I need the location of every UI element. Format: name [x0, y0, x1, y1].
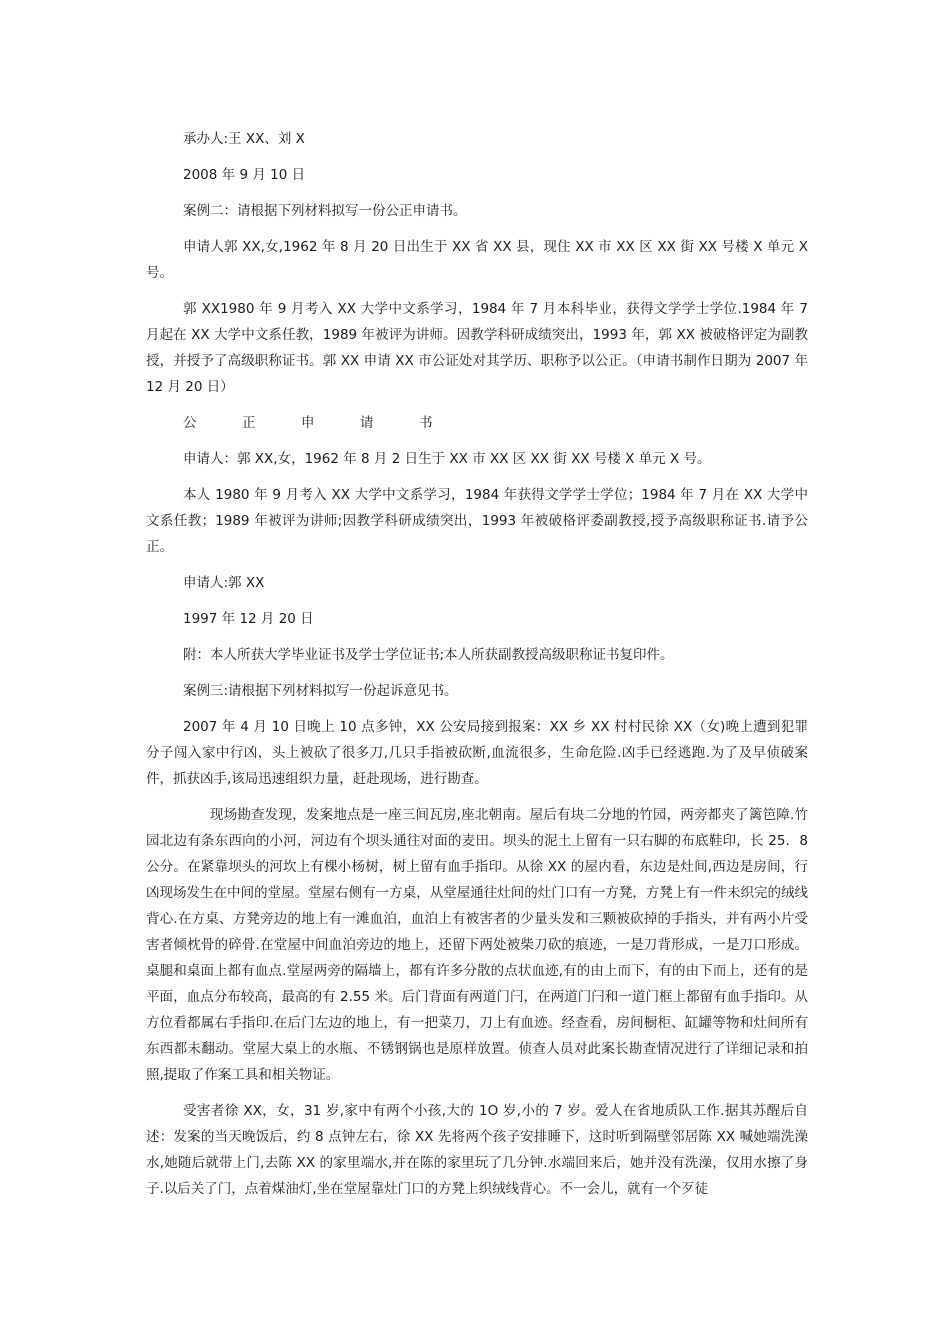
background-paragraph: 郭 XX1980 年 9 月考入 XX 大学中文系学习，1984 年 7 月本科毕业，获得文学学士学位.1984 年 7 月起在 XX 大学中文系任教，1989 年被评为讲师。因教学科研成绩突出，1993 年，郭 XX 被破格评定为副教授，并授予了高级职称证书。郭 XX 申请 XX 市公证处对其学历、职称予以公正。（申请书制作日期为 2007 年 12 月 20 日）	[146, 301, 808, 395]
title-char: 请	[360, 415, 374, 431]
applicant-line: 申请人：郭 XX,女，1962 年 8 月 2 日生于 XX 市 XX 区 XX 街 XX 号楼 X 单元 X 号。	[183, 451, 711, 467]
title-char: 申	[301, 415, 315, 431]
title-char: 公	[183, 415, 197, 431]
attachment-line: 附：本人所获大学毕业证书及学士学位证书;本人所获副教授高级职称证书复印件。	[183, 647, 674, 663]
signature-line: 申请人:郭 XX	[183, 575, 265, 591]
title-char: 书	[419, 415, 433, 431]
applicant-info-paragraph: 申请人郭 XX,女,1962 年 8 月 20 日出生于 XX 省 XX 县，现住 XX 市 XX 区 XX 街 XX 号楼 X 单元 X 号。	[146, 239, 808, 281]
notarization-title	[146, 410, 808, 436]
title-char: 正	[242, 415, 256, 431]
document-body	[146, 126, 808, 1212]
signature-date-line: 1997 年 12 月 20 日	[183, 611, 314, 627]
case-three-heading: 案例三:请根据下列材料拟写一份起诉意见书。	[183, 683, 458, 699]
case-two-heading: 案例二：请根据下列材料拟写一份公正申请书。	[183, 203, 467, 219]
scene-investigation-paragraph: 现场勘查发现，发案地点是一座三间瓦房,座北朝南。屋后有块二分地的竹园，两旁都夹了篱笆障.竹园北边有条东西向的小河，河边有个坝头通往对面的麦田。坝头的泥土上留有一只右脚的布底鞋印，长 25．8 公分。在紧靠坝头的河坎上有棵小杨树，树上留有血手指印。从徐 XX 的屋内看，东边是灶间,西边是房间，行凶现场发生在中间的堂屋。堂屋右侧有一方桌，从堂屋通往灶间的灶门口有一方凳，方凳上有一件未织完的绒线背心.在方桌、方凳旁边的地上有一滩血泊，血泊上有被害者的少量头发和三颗被砍掉的手指头，并有两小片受害者倾枕骨的碎骨.在堂屋中间血泊旁边的地上，还留下两处被柴刀砍的痕迹，一是刀背形成，一是刀口形成。桌腿和桌面上都有血点.堂屋两旁的隔墙上，都有许多分散的点状血迹,有的由上而下，有的由下而上，还有的是平面，血点分布较高，最高的有 2.55 米。后门背面有两道门闩，在两道门闩和一道门框上都留有血手指印。从方位看都属右手指印.在后门左边的地上，有一把菜刀，刀上有血迹。经查看，房间橱柜、缸罐等物和灶间所有东西都未翻动。堂屋大桌上的水瓶、不锈钢锅也是原样放置。侦查人员对此案长勘查情况进行了详细记录和拍照,提取了作案工具和相关物证。	[146, 807, 808, 1083]
statement-paragraph: 本人 1980 年 9 月考入 XX 大学中文系学习，1984 年获得文学学士学位；1984 年 7 月在 XX 大学中文系任教；1989 年被评为讲师;因教学科研成绩突出，1993 年被破格评委副教授,授予高级职称证书.请予公正。	[146, 487, 808, 555]
report-paragraph: 2007 年 4 月 10 日晚上 10 点多钟，XX 公安局接到报案：XX 乡 XX 村村民徐 XX（女)晚上遭到犯罪分子闯入家中行凶，头上被砍了很多刀,几只手指被砍断,血流很多，生命危险.凶手已经逃跑.为了及早侦破案件，抓获凶手,该局迅速组织力量，赶赴现场，进行勘查。	[146, 719, 808, 787]
victim-statement-paragraph: 受害者徐 XX，女，31 岁,家中有两个小孩,大的 1O 岁,小的 7 岁。爱人在省地质队工作.据其苏醒后自述：发案的当天晚饭后，约 8 点钟左右，徐 XX 先将两个孩子安排睡下，这时听到隔壁邻居陈 XX 喊她端洗澡水,她随后就带上门,去陈 XX 的家里端水,并在陈的家里玩了几分钟.水端回来后，她并没有洗澡，仅用水擦了身子.以后关了门，点着煤油灯,坐在堂屋靠灶门口的方凳上织绒线背心。不一会儿，就有一个歹徒	[146, 1103, 808, 1197]
undertaker-line: 承办人:王 XX、刘 X	[183, 131, 305, 147]
date-line: 2008 年 9 月 10 日	[183, 167, 306, 183]
